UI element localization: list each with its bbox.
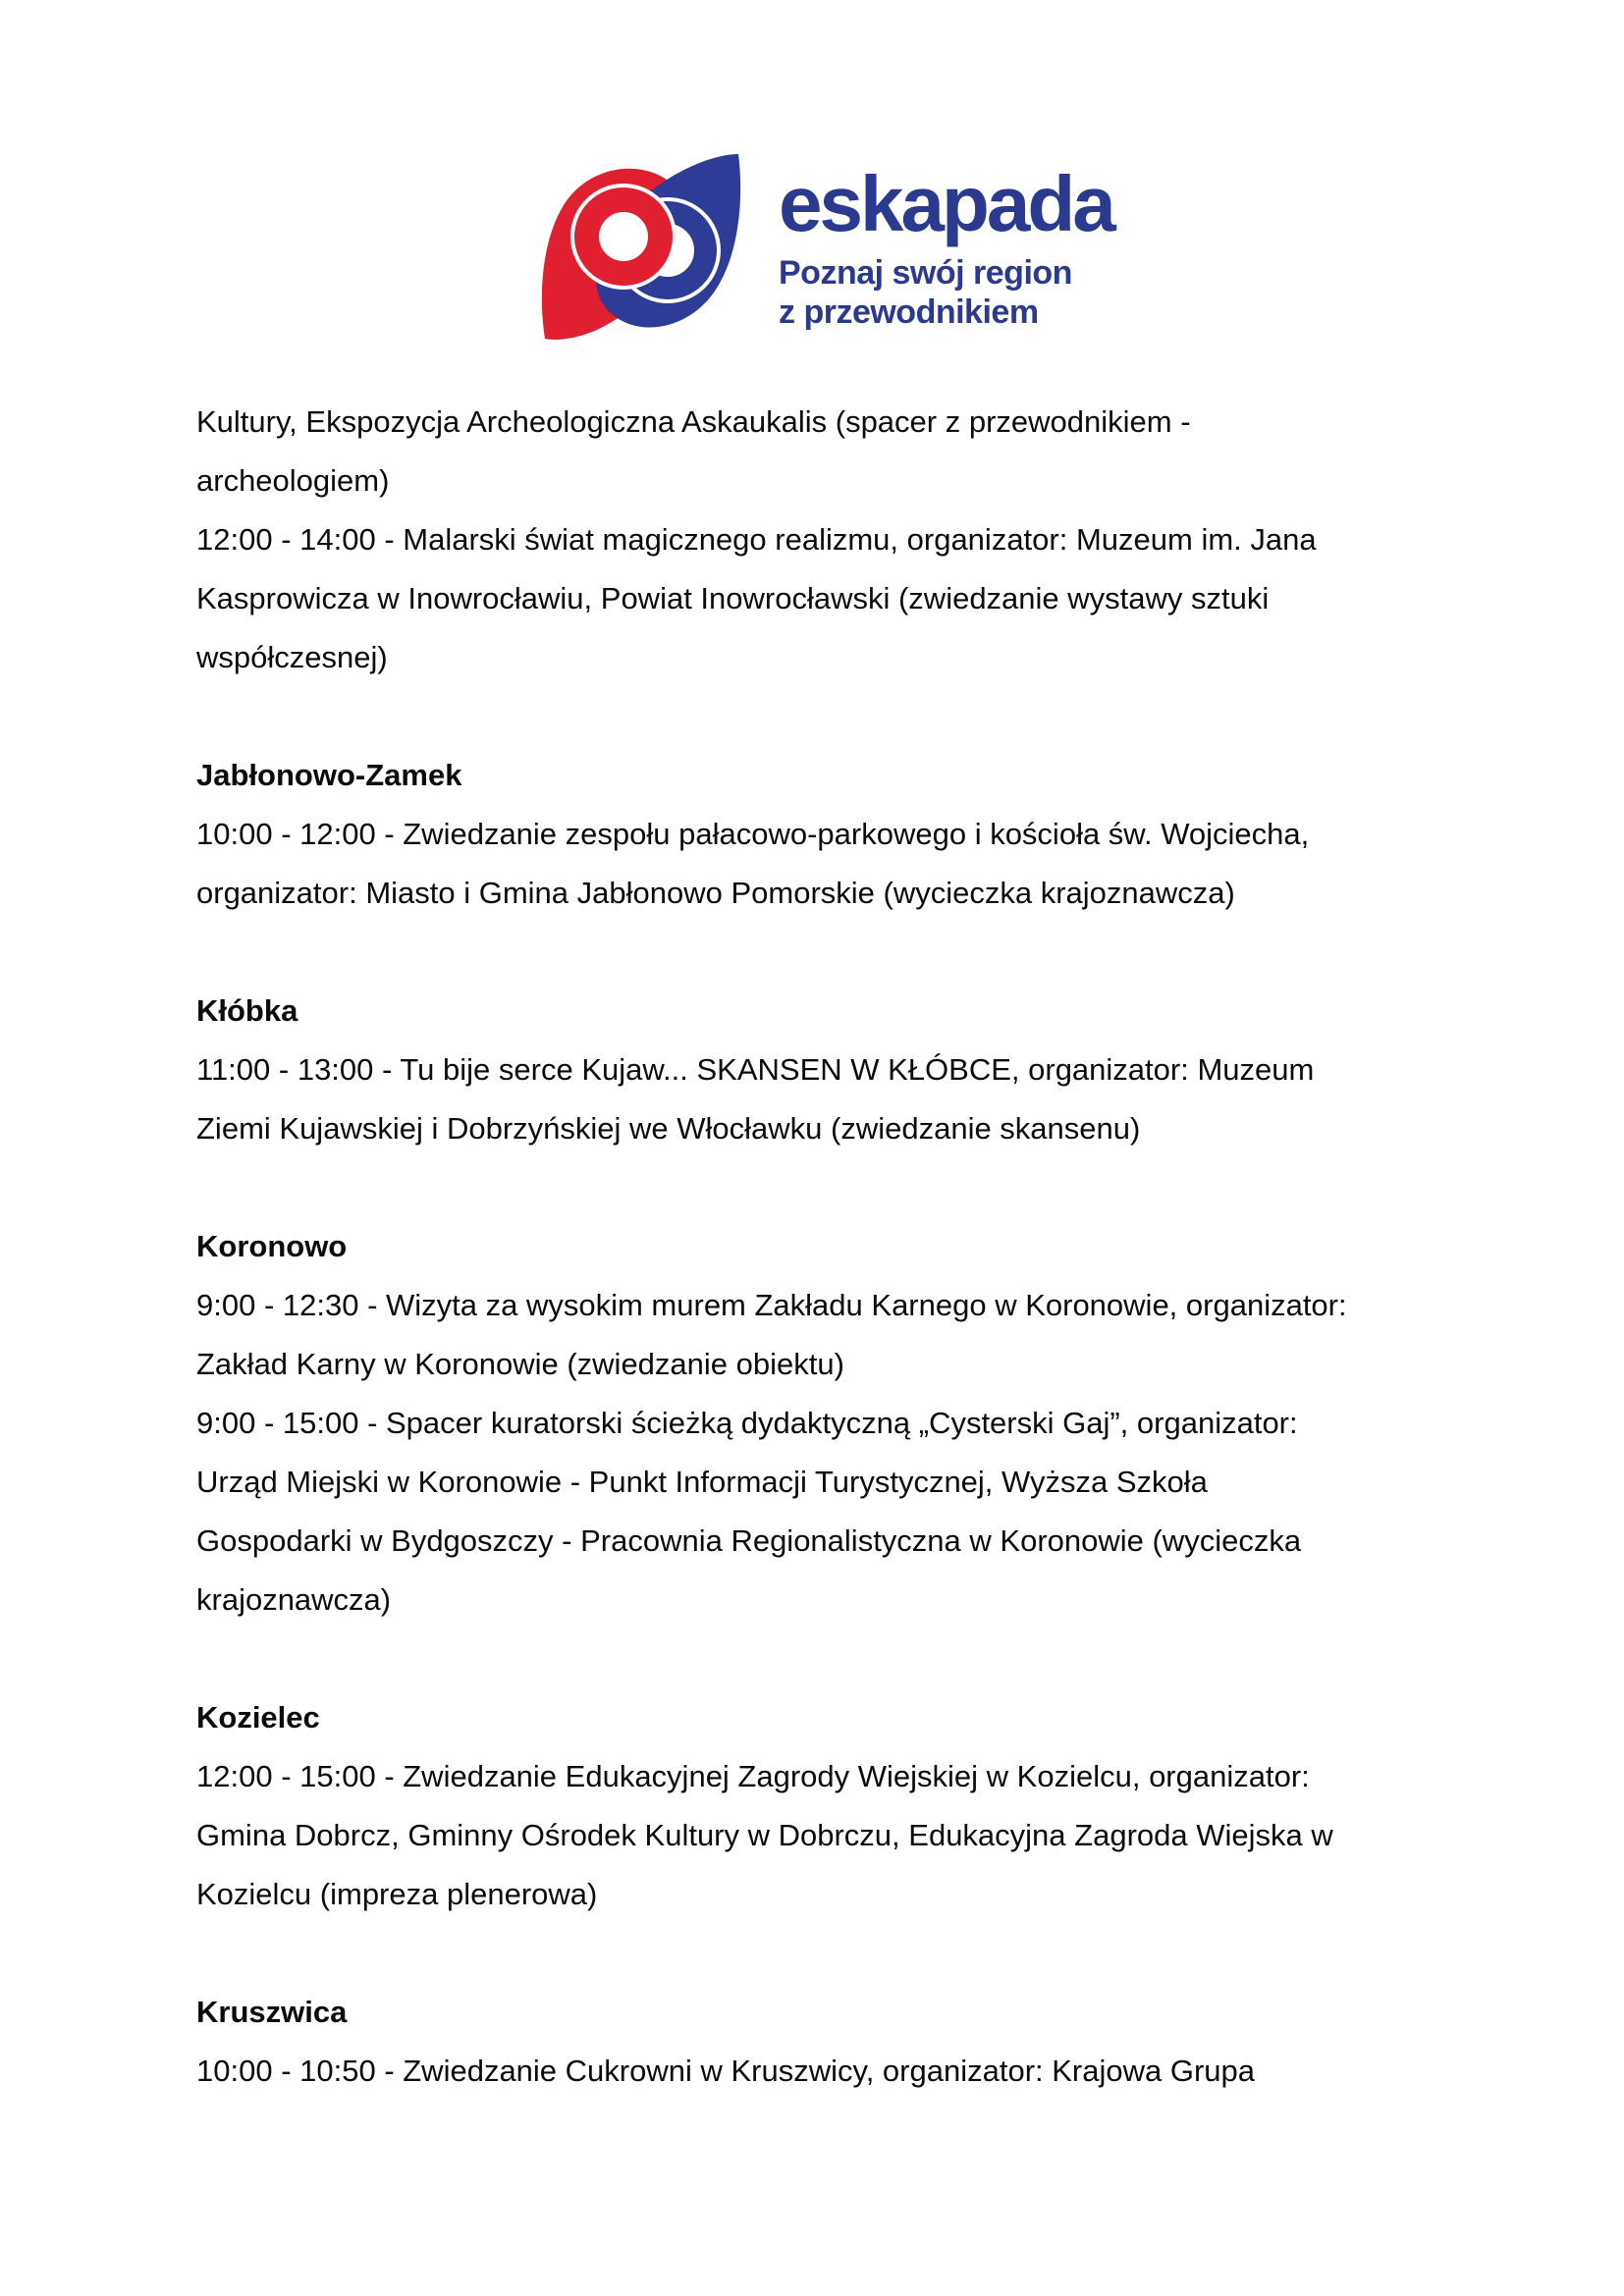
text-line: 12:00 - 15:00 - Zwiedzanie Edukacyjnej Zagrody Wiejskiej w Kozielcu, organizator:: [196, 1759, 1310, 1793]
event-section: [196, 746, 1443, 923]
tagline-line-2: z przewodnikiem: [779, 294, 1039, 331]
text-line: 11:00 - 13:00 - Tu bije serce Kujaw... SKANSEN W KŁÓBCE, organizator: Muzeum: [196, 1052, 1315, 1087]
text-line: Kultury, Ekspozycja Archeologiczna Askaukalis (spacer z przewodnikiem -: [196, 404, 1191, 439]
event-section: [196, 1688, 1443, 1924]
logo-text-block: [779, 145, 1113, 332]
event-section: [196, 1983, 1443, 2101]
section-title: Kozielec: [196, 1700, 320, 1735]
text-line: Gmina Dobrcz, Gminny Ośrodek Kultury w Dobrczu, Edukacyjna Zagroda Wiejska w: [196, 1818, 1333, 1852]
event-section: [196, 1217, 1443, 1629]
tagline-line-1: Poznaj swój region: [779, 254, 1072, 292]
text-line: archeologiem): [196, 463, 390, 498]
text-line: organizator: Miasto i Gmina Jabłonowo Pomorskie (wycieczka krajoznawcza): [196, 876, 1235, 910]
section-title: Koronowo: [196, 1229, 348, 1263]
logo-tagline: [779, 253, 1113, 332]
text-line: 9:00 - 12:30 - Wizyta za wysokim murem Zakładu Karnego w Koronowie, organizator:: [196, 1288, 1347, 1322]
brand-name: eskapada: [779, 160, 1113, 247]
leaf-rings-logo-icon: [535, 145, 753, 340]
text-line: 10:00 - 12:00 - Zwiedzanie zespołu pałacowo-parkowego i kościoła św. Wojciecha,: [196, 817, 1310, 851]
text-line: krajoznawcza): [196, 1582, 392, 1617]
text-line: 12:00 - 14:00 - Malarski świat magicznego realizmu, organizator: Muzeum im. Jana: [196, 522, 1317, 557]
text-line: Zakład Karny w Koronowie (zwiedzanie obiektu): [196, 1347, 844, 1381]
text-line: Kasprowicza w Inowrocławiu, Powiat Inowrocławski (zwiedzanie wystawy sztuki: [196, 581, 1270, 615]
text-line: 9:00 - 15:00 - Spacer kuratorski ścieżką dydaktyczną „Cysterski Gaj”, organizator:: [196, 1406, 1298, 1440]
text-line: Kozielcu (impreza plenerowa): [196, 1877, 598, 1911]
event-section: [196, 982, 1443, 1158]
text-line: współczesnej): [196, 640, 388, 674]
intro-section: [196, 393, 1443, 687]
section-title: Kruszwica: [196, 1995, 348, 2029]
text-line: Ziemi Kujawskiej i Dobrzyńskiej we Włocławku (zwiedzanie skansenu): [196, 1111, 1141, 1146]
section-title: Jabłonowo-Zamek: [196, 758, 462, 792]
section-title: Kłóbka: [196, 993, 298, 1028]
text-line: Gospodarki w Bydgoszczy - Pracownia Regionalistyczna w Koronowie (wycieczka: [196, 1523, 1302, 1558]
eskapada-logo: [535, 145, 1113, 340]
document-body: [196, 393, 1443, 2101]
text-line: 10:00 - 10:50 - Zwiedzanie Cukrowni w Kruszwicy, organizator: Krajowa Grupa: [196, 2054, 1256, 2088]
text-line: Urząd Miejski w Koronowie - Punkt Informacji Turystycznej, Wyższa Szkoła: [196, 1465, 1208, 1499]
